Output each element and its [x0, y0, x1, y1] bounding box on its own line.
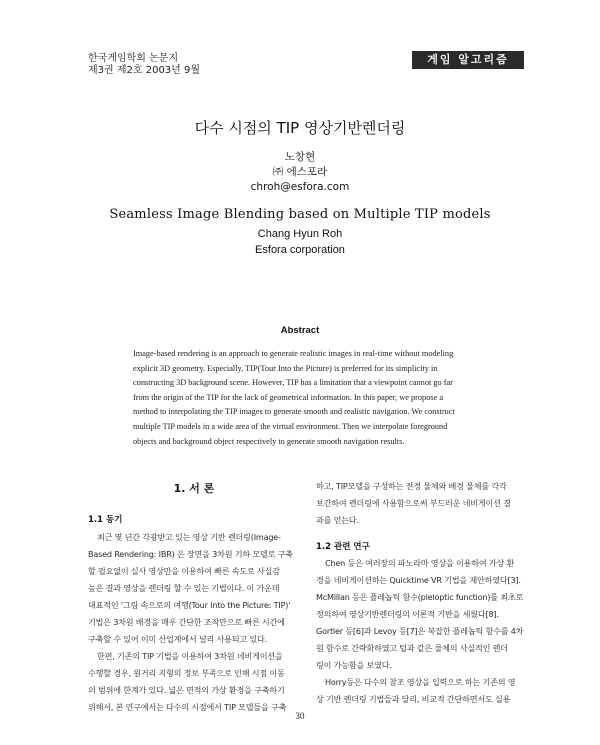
text-line: 상 기반 렌더링 기법들과 달리, 비교적 간단하면서도 실용 [316, 694, 511, 704]
abstract-line: objects and background object respectively to generate smooth navigation results. [133, 436, 405, 446]
abstract-line: multiple TIP models in a wide area of the virtual environment. Then we interpolate foreground [133, 421, 448, 431]
author-name-korean: 노창현 [284, 151, 316, 163]
category-tag: 게임 알고리즘 [412, 51, 524, 69]
paper-title-english: Seamless Image Blending based on Multiple TIP models [109, 207, 491, 222]
text-line: Gortler 등[6]과 Levoy 등[7]은 복잡한 플레놉틱 함수를 4차 [316, 626, 524, 636]
text-line: 기법은 3차원 배경을 매우 간단한 조작만으로 빠른 시간에 [88, 617, 285, 627]
right-column [316, 482, 528, 708]
text-line: Horry등은 다수의 참조 영상을 입력으로 하는 기존의 영 [325, 677, 516, 687]
text-line: 위해서, 본 연구에서는 다수의 시점에서 TIP 모델들을 구축 [88, 702, 287, 712]
author-email: chroh@esfora.com [250, 181, 350, 193]
affiliation-english: Esfora corporation [255, 244, 345, 256]
text-line: 최근 몇 년간 각광받고 있는 영상 기반 렌더링(Image- [97, 532, 281, 542]
paragraph [88, 648, 300, 716]
affiliation-korean: ㈜ 에스포라 [272, 166, 328, 178]
text-line: 의 범위에 한계가 있다. 넓은 면적의 가상 환경을 구축하기 [88, 685, 285, 695]
abstract-line: from the origin of the TIP for the lack of geometrical information. In this paper, we propose a [133, 392, 444, 402]
paragraph [88, 529, 300, 648]
subsection-heading: 1.1 동기 [88, 515, 123, 525]
text-line: 보간하여 렌더링에 사용함으로써 부드러운 네비게이션 결 [316, 498, 511, 508]
text-line: 할 필요없이 실사 영상만을 이용하여 빠른 속도로 사실감 [88, 566, 280, 576]
text-line: 정의하여 영상기반렌더링의 이론적 기반을 세웠다[8]. [316, 609, 499, 619]
section-heading: 1. 서 론 [173, 482, 215, 495]
text-line: 수행할 경우, 원거리 지형의 정보 부족으로 인해 시점 이동 [88, 668, 285, 678]
abstract-line: explicit 3D geometry. Especially, TIP(Tour Into the Picture) is preferred for its simplicity in [133, 363, 438, 373]
text-line: Chen 등은 여러장의 파노라마 영상을 이용하여 가상 환 [325, 558, 515, 568]
abstract-line: Image-based rendering is an approach to generate realistic images in real-time without modeling [133, 349, 454, 358]
text-line: 대표적인 '그림 속으로의 여행(Tour Into the Picture: TIP)' [88, 600, 291, 610]
text-line: 한편, 기존의 TIP 기법을 이용하여 3차원 네비게이션을 [97, 651, 283, 661]
abstract-heading: Abstract [280, 325, 320, 336]
text-line: 경을 네비게이션하는 Quicktime VR 기법을 제안하였다[3]. [316, 575, 521, 585]
abstract-body [133, 347, 509, 449]
journal-volume: 제3권 제2호 2003년 9월 [88, 65, 201, 76]
text-line: 구축할 수 있어 이미 산업계에서 널리 사용되고 있다. [88, 634, 267, 644]
author-name-english: Chang Hyun Roh [257, 228, 343, 240]
text-line: Based Rendering: IBR) 은 장면을 3차원 기하 모델로 구축 [88, 549, 293, 559]
subsection-heading: 1.2 관련 연구 [316, 542, 370, 552]
left-column [88, 482, 300, 716]
text-line: 원 함수로 간략화하였고 털과 같은 물체의 사실적인 렌더 [316, 643, 508, 653]
abstract-line: method to interpolating the TIP images to generate smooth and realistic navigation. We construct [133, 407, 455, 417]
text-line: 과를 얻는다. [316, 515, 359, 525]
paragraph [316, 478, 528, 529]
text-line: 링이 가능함을 보였다. [316, 660, 392, 670]
abstract-line: constructing 3D background scene. However, TIP has a limitation that a viewpoint cannot go far [133, 378, 453, 388]
paragraph [316, 674, 528, 708]
paragraph [316, 555, 528, 674]
page-number: 30 [295, 711, 305, 721]
text-line: 높은 결과 영상을 렌더링 할 수 있는 기법이다. 이 가운데 [88, 583, 280, 593]
text-line: McMillan 등은 플레놉틱 함수(pleloptic function)를 최초로 [316, 592, 524, 602]
journal-name: 한국게임학회 논문지 [88, 53, 179, 64]
journal-header [88, 53, 200, 77]
paper-title-korean: 다수 시점의 TIP 영상기반렌더링 [194, 119, 406, 137]
text-line: 하고, TIP모델을 구성하는 전경 물체와 배경 물체를 각각 [316, 481, 507, 491]
